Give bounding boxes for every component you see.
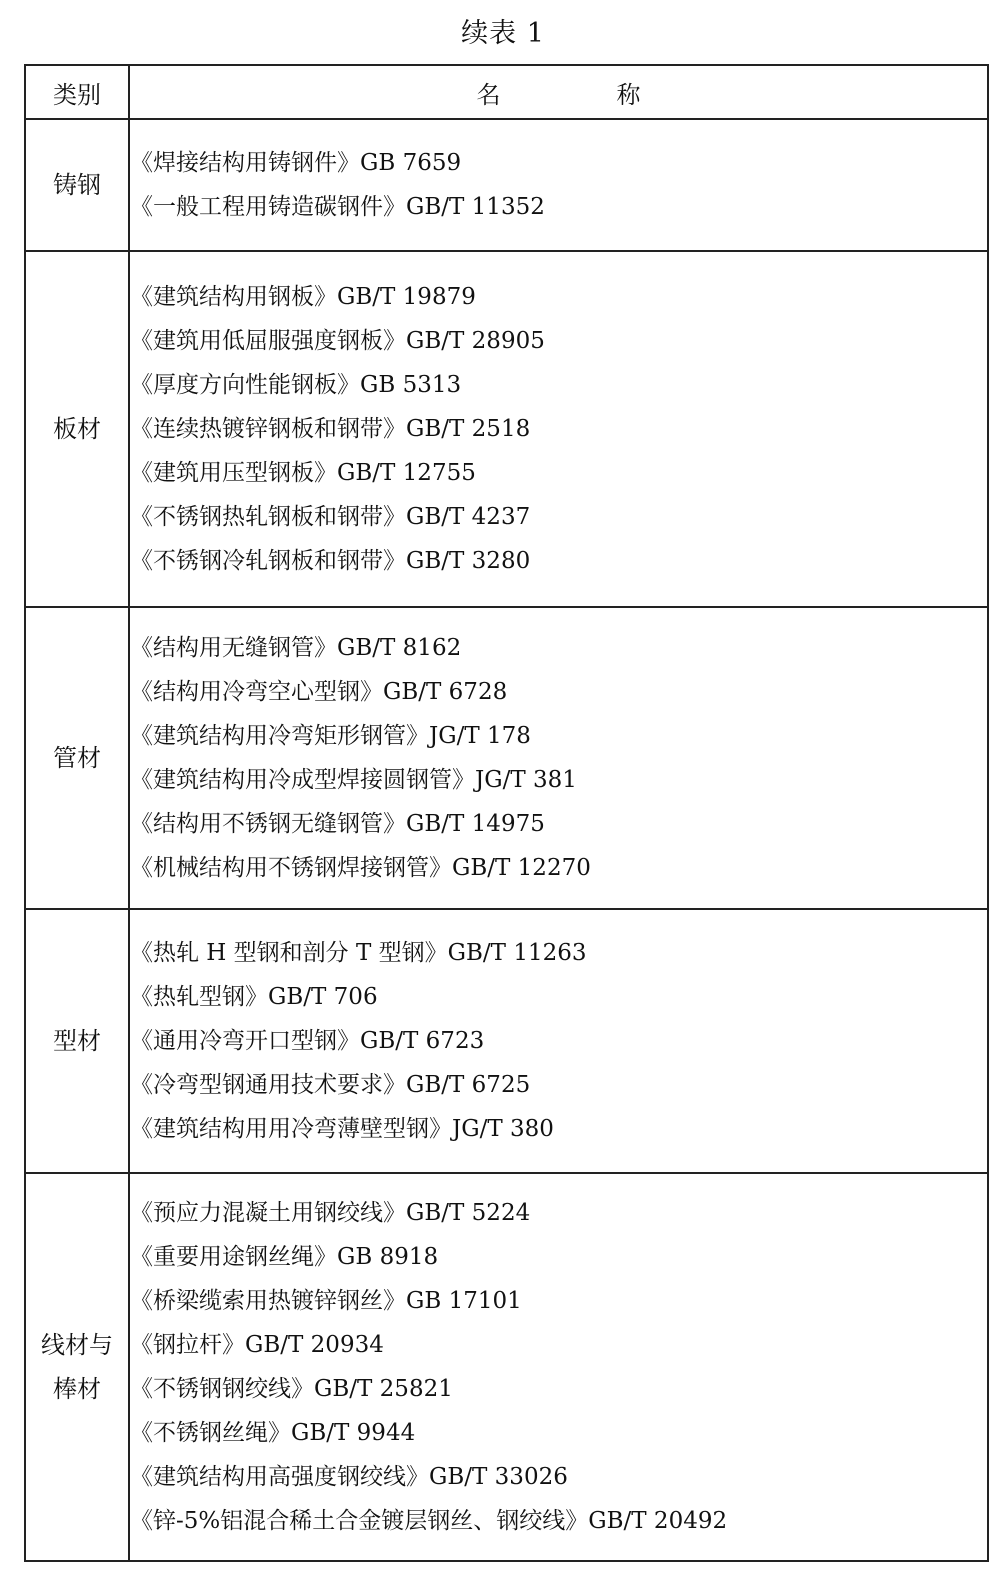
table-row [25, 607, 988, 909]
category-column-header [25, 65, 129, 119]
standards-list-cell [129, 251, 988, 607]
list-item: 《钢拉杆》GB/T 20934 [130, 1332, 384, 1358]
list-item: 《通用冷弯开口型钢》GB/T 6723 [130, 1028, 485, 1054]
table-row [25, 119, 988, 251]
list-item: 《焊接结构用铸钢件》GB 7659 [130, 150, 462, 176]
category-header-label: 类别 [53, 80, 101, 109]
standards-list-cell [129, 909, 988, 1173]
standards-list-cell [129, 119, 988, 251]
list-item: 《热轧 H 型钢和剖分 T 型钢》GB/T 11263 [130, 940, 587, 966]
category-label: 管材 [53, 744, 101, 772]
list-item: 《建筑结构用钢板》GB/T 19879 [130, 284, 476, 310]
category-label: 板材 [53, 415, 101, 443]
name-column-header [129, 65, 988, 119]
list-item: 《建筑结构用冷弯矩形钢管》JG/T 178 [130, 723, 531, 749]
category-label: 型材 [53, 1027, 101, 1055]
list-item: 《不锈钢钢绞线》GB/T 25821 [130, 1376, 453, 1402]
list-item: 《结构用冷弯空心型钢》GB/T 6728 [130, 679, 508, 705]
category-label: 铸钢 [53, 171, 101, 199]
category-cell [25, 909, 129, 1173]
table-header-row [25, 65, 988, 119]
table-row [25, 251, 988, 607]
list-item: 《建筑用低屈服强度钢板》GB/T 28905 [130, 328, 545, 354]
category-cell [25, 1173, 129, 1561]
table-row [25, 1173, 988, 1561]
name-header-label: 名 称 [476, 80, 687, 109]
list-item: 《不锈钢热轧钢板和钢带》GB/T 4237 [130, 504, 531, 530]
list-item: 《建筑结构用冷成型焊接圆钢管》JG/T 381 [130, 767, 577, 793]
category-cell [25, 251, 129, 607]
category-cell [25, 607, 129, 909]
list-item: 《建筑结构用用冷弯薄壁型钢》JG/T 380 [130, 1116, 554, 1142]
standards-table [24, 64, 989, 1562]
category-cell [25, 119, 129, 251]
list-item: 《热轧型钢》GB/T 706 [130, 984, 378, 1010]
list-item: 《冷弯型钢通用技术要求》GB/T 6725 [130, 1072, 531, 1098]
list-item: 《结构用不锈钢无缝钢管》GB/T 14975 [130, 811, 545, 837]
list-item: 《结构用无缝钢管》GB/T 8162 [130, 635, 462, 661]
list-item: 《重要用途钢丝绳》GB 8918 [130, 1244, 439, 1270]
list-item: 《厚度方向性能钢板》GB 5313 [130, 372, 462, 398]
list-item: 《锌-5%铝混合稀土合金镀层钢丝、钢绞线》GB/T 20492 [130, 1508, 728, 1534]
list-item: 《建筑结构用高强度钢绞线》GB/T 33026 [130, 1464, 568, 1490]
list-item: 《连续热镀锌钢板和钢带》GB/T 2518 [130, 416, 531, 442]
table-row [25, 909, 988, 1173]
category-label: 线材与棒材 [41, 1331, 113, 1403]
list-item: 《预应力混凝土用钢绞线》GB/T 5224 [130, 1200, 531, 1226]
list-item: 《建筑用压型钢板》GB/T 12755 [130, 460, 476, 486]
standards-list-cell [129, 1173, 988, 1561]
list-item: 《不锈钢冷轧钢板和钢带》GB/T 3280 [130, 548, 531, 574]
standards-list-cell [129, 607, 988, 909]
list-item: 《一般工程用铸造碳钢件》GB/T 11352 [130, 194, 545, 220]
list-item: 《不锈钢丝绳》GB/T 9944 [130, 1420, 416, 1446]
list-item: 《桥梁缆索用热镀锌钢丝》GB 17101 [130, 1288, 522, 1314]
list-item: 《机械结构用不锈钢焊接钢管》GB/T 12270 [130, 855, 591, 881]
page-title: 续表 1 [461, 18, 545, 49]
